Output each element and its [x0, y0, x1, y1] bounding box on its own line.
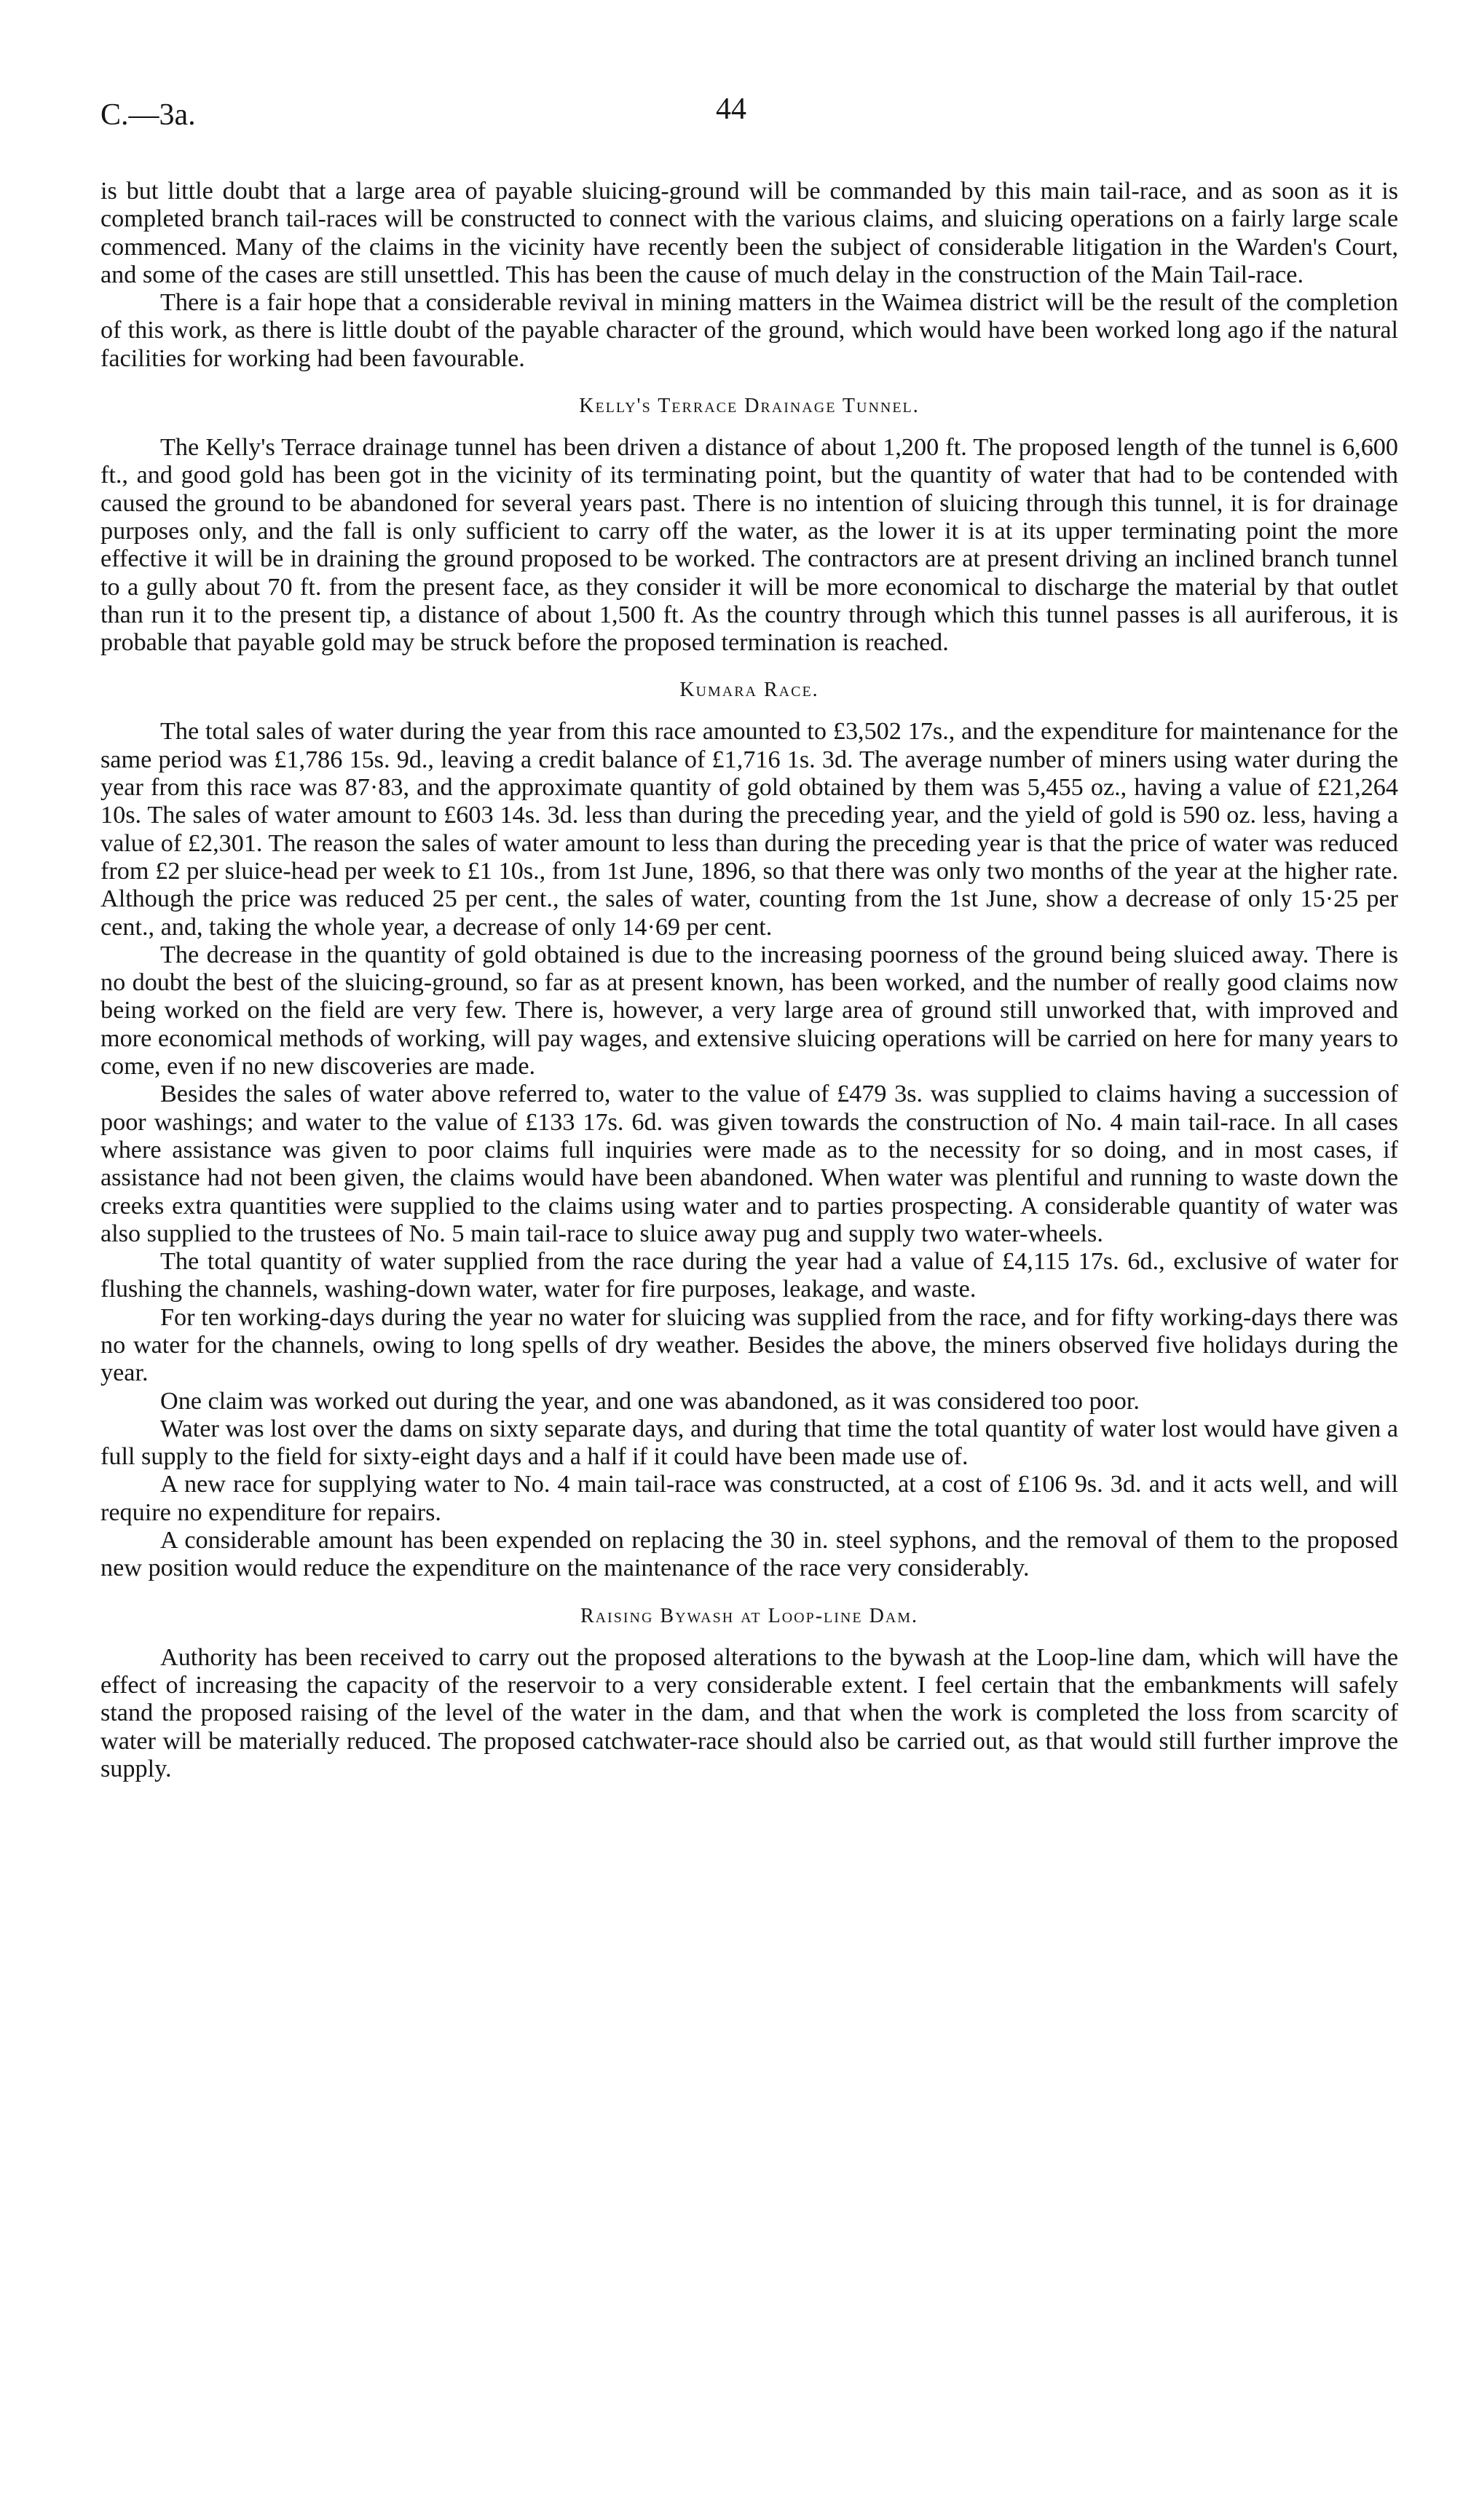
paragraph: A new race for supplying water to No. 4 main tail-race was constructed, at a cost of £106 9s. 3d. and it acts well, and will require no expenditure for repairs.	[100, 1471, 1398, 1526]
paragraph: One claim was worked out during the year, and one was abandoned, as it was considered too poor.	[160, 1387, 1140, 1415]
paragraph: For ten working-days during the year no water for sluicing was supplied from the race, and for fifty working-days there was no water for the channels, owing to long spells of dry weather. Besides the above, the miners observed five holidays during the year.	[100, 1303, 1398, 1387]
section-heading: Kelly's Terrace Drainage Tunnel.	[579, 395, 920, 418]
paragraph: The total quantity of water supplied from the race during the year had a value of £4,115 17s. 6d., exclusive of water for flushing the channels, washing-down water, water for fire purposes, leakage, and waste.	[100, 1248, 1398, 1303]
paragraph: There is a fair hope that a considerable revival in mining matters in the Waimea district will be the result of the completion of this work, as there is little doubt of the payable character of the ground, which would have been worked long ago if the natural facilities for working had been favourable.	[100, 289, 1398, 372]
paragraph: Besides the sales of water above referred to, water to the value of £479 3s. was supplied to claims having a succession of poor washings; and water to the value of £133 17s. 6d. was given towards the construction of No. 4 main tail-race. In all cases where assistance was given to poor claims full inquiries were made as to the necessity for so doing, and in most cases, if assistance had not been given, the claims would have been abandoned. When water was plentiful and running to waste down the creeks extra quantities were supplied to the claims using water and to parties prospecting. A considerable quantity of water was also supplied to the trustees of No. 5 main tail-race to sluice away pug and supply two water-wheels.	[100, 1081, 1398, 1247]
section-heading: Kumara Race.	[679, 679, 819, 702]
paragraph: is but little doubt that a large area of payable sluicing-ground will be commanded by this main tail-race, and as soon as it is completed branch tail-races will be constructed to connect with the various claims, and sluicing operations on a fairly large scale commenced. Many of the claims in the vicinity have recently been the subject of considerable litigation in the Warden's Court, and some of the cases are still unsettled. This has been the cause of much delay in the construction of the Main Tail-race.	[100, 178, 1398, 288]
paragraph: The decrease in the quantity of gold obtained is due to the increasing poorness of the ground being sluiced away. There is no doubt the best of the sluicing-ground, so far as at present known, has been worked, and the number of really good claims now being worked on the field are very few. There is, however, a very large area of ground still unworked that, with improved and more economical methods of working, will pay wages, and extensive sluicing operations will be carried on here for many years to come, even if no new discoveries are made.	[100, 941, 1398, 1081]
paragraph: The Kelly's Terrace drainage tunnel has been driven a distance of about 1,200 ft. The proposed length of the tunnel is 6,600 ft., and good gold has been got in the vicinity of its terminating point, but the quantity of water that had to be contended with caused the ground to be abandoned for several years past. There is no intention of sluicing through this tunnel, it is for drainage purposes only, and the fall is only sufficient to carry off the water, as the lower it is at its upper terminating point the more effective it will be in draining the ground proposed to be worked. The contractors are at present driving an inclined branch tunnel to a gully about 70 ft. from the present face, as they consider it will be more economical to discharge the material by that outlet than run it to the present tip, a distance of about 1,500 ft. As the country through which this tunnel passes is all auriferous, it is probable that payable gold may be struck before the proposed termination is reached.	[100, 434, 1398, 657]
paragraph: The total sales of water during the year from this race amounted to £3,502 17s., and the expenditure for maintenance for the same period was £1,786 15s. 9d., leaving a credit balance of £1,716 1s. 3d. The average number of miners using water during the year from this race was 87·83, and the approximate quantity of gold obtained by them was 5,455 oz., having a value of £21,264 10s. The sales of water amount to £603 14s. 3d. less than during the preceding year, and the yield of gold is 590 oz. less, having a value of £2,301. The reason the sales of water amount to less than during the preceding year is that the price of water was reduced from £2 per sluice-head per week to £1 10s., from 1st June, 1896, so that there was only two months of the year at the higher rate. Although the price was reduced 25 per cent., the sales of water, counting from the 1st June, show a decrease of only 15·25 per cent., and, taking the whole year, a decrease of only 14·69 per cent.	[100, 718, 1398, 941]
section-heading: Raising Bywash at Loop-line Dam.	[580, 1604, 919, 1627]
document-reference: C.—3a.	[100, 98, 196, 132]
page-header	[100, 87, 1398, 138]
document-body	[100, 178, 1398, 1783]
paragraph: Water was lost over the dams on sixty separate days, and during that time the total quantity of water lost would have given a full supply to the field for sixty-eight days and a half if it could have been made use of.	[100, 1415, 1398, 1471]
paragraph: A considerable amount has been expended on replacing the 30 in. steel syphons, and the removal of them to the proposed new position would reduce the expenditure on the maintenance of the race very considerably.	[100, 1527, 1398, 1582]
document-page	[100, 87, 1398, 1782]
page-number: 44	[716, 92, 746, 126]
paragraph: Authority has been received to carry out the proposed alterations to the bywash at the Loop-line dam, which will have the effect of increasing the capacity of the reservoir to a very considerable extent. I feel certain that the embankments will safely stand the proposed raising of the level of the water in the dam, and that when the work is completed the loss from scarcity of water will be materially reduced. The proposed catchwater-race should also be carried out, as that would still further improve the supply.	[100, 1643, 1398, 1782]
